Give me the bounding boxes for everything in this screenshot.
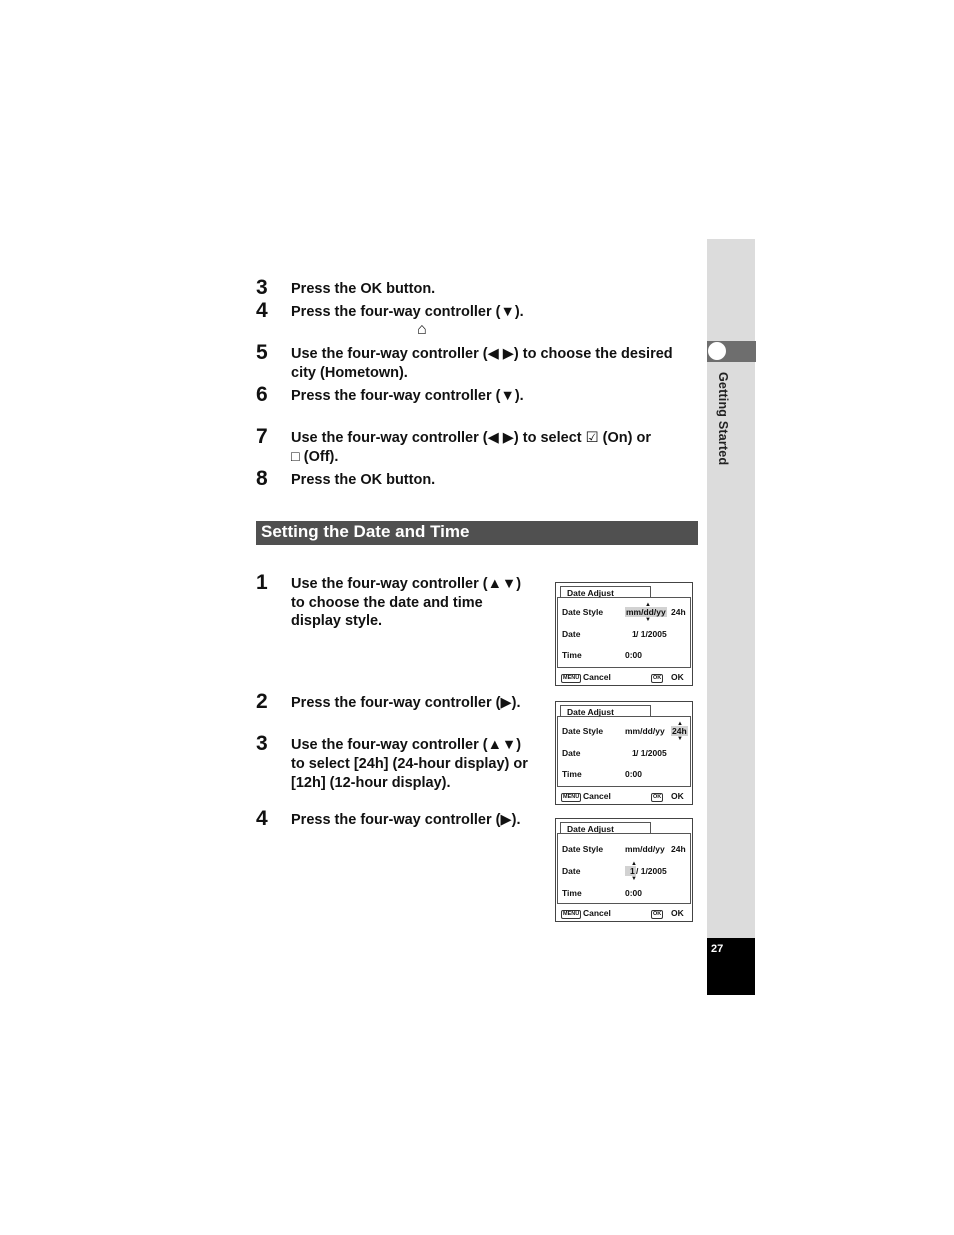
step-number: 7 — [256, 425, 268, 448]
section-title: Setting the Date and Time — [256, 521, 698, 545]
lcd-ok: OK — [671, 791, 684, 801]
lcd-cancel: Cancel — [583, 672, 611, 682]
step-number: 6 — [256, 383, 268, 406]
arrow-up-icon: ▲ — [631, 861, 637, 867]
step-text: Press the four-way controller (▶). — [291, 695, 521, 711]
lcd-value: / 1/2005 — [636, 866, 667, 876]
step-text: Press the four-way controller (▶). — [291, 812, 521, 828]
lcd-value: 0:00 — [625, 769, 643, 779]
arrow-down-icon: ▼ — [677, 736, 683, 742]
step-text: Use the four-way controller (▲▼) — [291, 576, 522, 592]
lcd-value: 1 — [632, 748, 637, 758]
lcd-value: 1 — [632, 629, 637, 639]
step-number: 4 — [256, 299, 268, 322]
step-text-cont: [12h] (12-hour display). — [291, 775, 451, 791]
step-number: 3 — [256, 732, 268, 755]
lcd-screen-date — [555, 818, 693, 922]
lcd-label: Time — [562, 650, 582, 660]
step-number: 3 — [256, 276, 268, 299]
lcd-label: Time — [562, 888, 582, 898]
step-text: Press the four-way controller (▼). — [291, 388, 524, 404]
step-text: Use the four-way controller (◀ ▶) to select ☑ (On) or — [291, 430, 651, 446]
arrow-down-icon: ▼ — [645, 617, 651, 623]
step-text-cont: □ (Off). — [291, 449, 339, 465]
lcd-cancel: Cancel — [583, 908, 611, 918]
step-number: 2 — [256, 690, 268, 713]
step-number: 8 — [256, 467, 268, 490]
ok-chip: OK — [653, 911, 662, 917]
lcd-label: Date — [562, 866, 581, 876]
lcd-value: 24h — [671, 607, 686, 617]
step-text-cont: to select [24h] (24-hour display) or — [291, 756, 528, 772]
lcd-label: Time — [562, 769, 582, 779]
menu-chip: MENU — [563, 794, 580, 800]
lcd-tab: Date Adjust — [560, 586, 651, 598]
step-text: Use the four-way controller (▲▼) — [291, 737, 522, 753]
menu-chip: MENU — [563, 911, 580, 917]
lcd-value: / 1/2005 — [636, 629, 667, 639]
lcd-ok: OK — [671, 672, 684, 682]
lcd-tab: Date Adjust — [560, 705, 651, 717]
lcd-value: mm/dd/yy — [625, 726, 665, 736]
lcd-value: 0:00 — [625, 888, 643, 898]
lcd-ok: OK — [671, 908, 684, 918]
lcd-value-highlighted: 1 — [625, 866, 636, 876]
lcd-tab: Date Adjust — [560, 822, 651, 834]
arrow-up-icon: ▲ — [677, 721, 683, 727]
ok-chip: OK — [653, 675, 662, 681]
step-number: 4 — [256, 807, 268, 830]
step-text: Press the four-way controller (▼). — [291, 304, 524, 320]
arrow-down-icon: ▼ — [631, 876, 637, 882]
step-text-cont: city (Hometown). — [291, 365, 408, 381]
lcd-value-highlighted: mm/dd/yy — [626, 607, 666, 617]
step-number: 5 — [256, 341, 268, 364]
lcd-label: Date — [562, 748, 581, 758]
menu-chip: MENU — [563, 675, 580, 681]
step-text: Press the OK button. — [291, 281, 436, 297]
lcd-label: Date Style — [562, 726, 604, 736]
lcd-value-highlighted: 24h — [672, 726, 687, 736]
step-text: Press the OK button. — [291, 472, 436, 488]
step-text: Use the four-way controller (◀ ▶) to choose the desired — [291, 346, 673, 362]
page-number: 27 — [711, 943, 724, 955]
lcd-value: / 1/2005 — [636, 748, 667, 758]
chapter-label: Getting Started — [716, 372, 730, 466]
step-text-cont: to choose the date and time — [291, 595, 483, 611]
home-icon: ⌂ — [417, 321, 427, 338]
lcd-value: 24h — [671, 844, 686, 854]
ok-chip: OK — [653, 794, 662, 800]
lcd-screen-hour-mode — [555, 701, 693, 805]
lcd-label: Date — [562, 629, 581, 639]
arrow-up-icon: ▲ — [645, 602, 651, 608]
lcd-value: 0:00 — [625, 650, 643, 660]
chapter-marker-circle — [707, 341, 727, 361]
lcd-label: Date Style — [562, 607, 604, 617]
step-number: 1 — [256, 571, 268, 594]
lcd-cancel: Cancel — [583, 791, 611, 801]
lcd-value: mm/dd/yy — [625, 844, 665, 854]
lcd-label: Date Style — [562, 844, 604, 854]
lcd-screen-date-style — [555, 582, 693, 686]
step-text-cont: display style. — [291, 613, 383, 629]
